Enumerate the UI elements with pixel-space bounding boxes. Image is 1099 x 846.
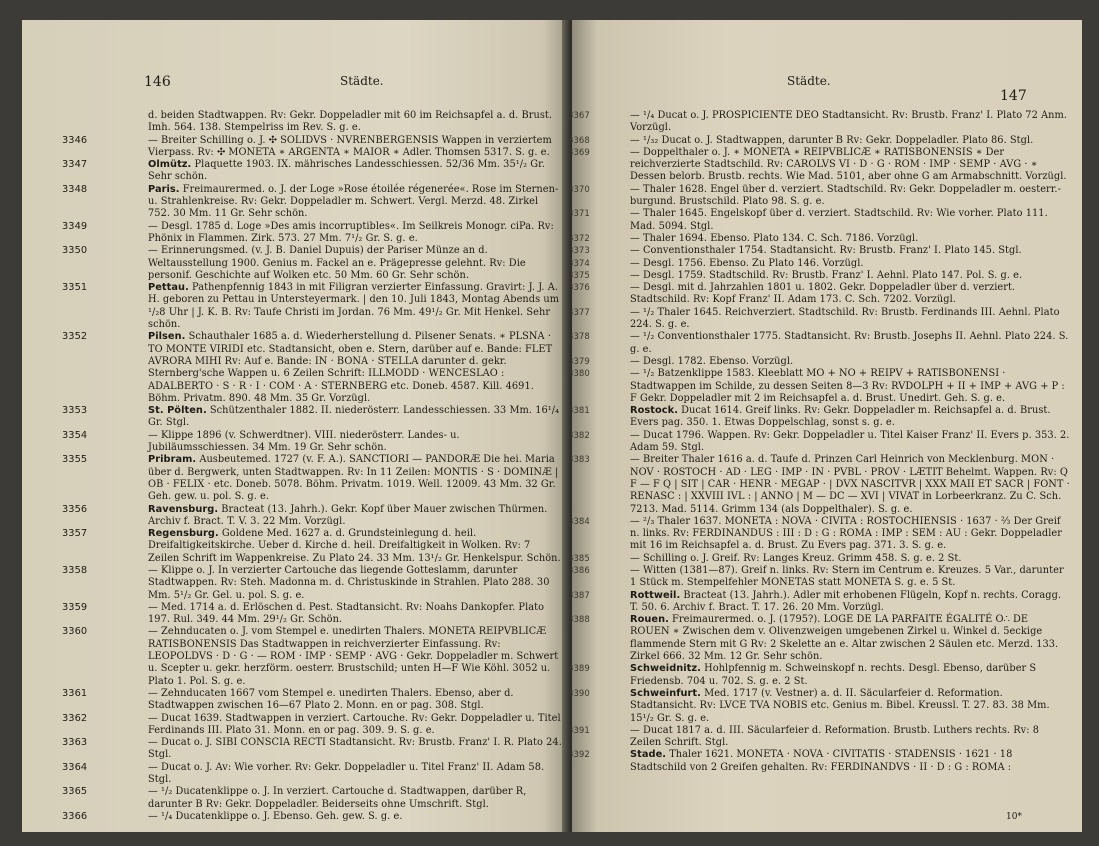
catalog-entry bbox=[568, 146, 1070, 184]
entry-place: Pilsen. bbox=[148, 331, 186, 343]
catalog-entry bbox=[568, 208, 1070, 233]
catalog-entry bbox=[568, 515, 1070, 553]
catalog-entry bbox=[62, 564, 562, 602]
entry-number: 3390 bbox=[568, 688, 590, 699]
catalog-entry bbox=[62, 601, 562, 627]
entry-place: Schweinfurt. bbox=[630, 687, 701, 699]
entry-text: — Ducat o. J. Av: Wie vorher. Rv: Gekr. Doppeladler u. Titel Franz' II. Adam 58. Stgl. bbox=[148, 761, 545, 786]
entry-place: Pettau. bbox=[148, 282, 189, 294]
entry-number: 3364 bbox=[62, 761, 88, 773]
entry-text: — ¹/₂ Thaler 1645. Reichverziert. Stadtschild. Rv: Brustb. Ferdinands III. Aehnl. Plato 224. S. g. e. bbox=[630, 306, 1060, 331]
entry-text: — Zehnducaten 1667 vom Stempel e. unedirten Thalers. Ebenso, aber d. Stadtwappen zwischen 16—67 Plato 2. Monn. en or pag. 308. Stgl. bbox=[148, 687, 514, 712]
entry-number: 3387 bbox=[568, 590, 590, 601]
entry-text: Ducat 1614. Greif links. Rv: Gekr. Doppeladler m. Reichsapfel a. d. Brust. Evers pag. 350. 1. Etwas Doppelschlag, sonst s. g. e. bbox=[630, 405, 1051, 429]
entry-text: — Zehnducaten o. J. vom Stempel e. unedirten Thalers. MONETA REIPVBLICÆ RATISBONENSIS Das Stadtwappen in reichverzierter Einfassung. Rv: LEOPOLDVS · D · G · — ROM · IMP · SEMP · AVG · Gekr. Doppeladler m. Schwert u. Scepter u. gekr. herzförm. oesterr. Brustschild; unten H—F Wie Köhl. 3052 u. Plato 1. Pol. S. g. e. bbox=[148, 626, 559, 687]
entry-place: Rouen. bbox=[630, 614, 669, 626]
entry-text: — Thaler 1628. Engel über d. verziert. Stadtschild. Rv: Gekr. Doppeladler m. oesterr.-burgund. Brustschild. Plato 98. S. g. e. bbox=[630, 183, 1061, 208]
page-number-right: 147 bbox=[1000, 88, 1027, 104]
left-page bbox=[22, 20, 570, 832]
entry-number: 3389 bbox=[568, 664, 590, 675]
catalog-entry bbox=[62, 737, 562, 762]
entry-text: — ¹/₄ Ducat o. J. PROSPICIENTE DEO Stadtansicht. Rv: Brustb. Franz' I. Plato 72 Anm. Vorzügl. bbox=[630, 110, 1068, 134]
catalog-entry bbox=[568, 282, 1070, 307]
entry-text: — Schilling o. J. Greif. Rv: Langes Kreuz. Grimm 458. S. g. e. 2 St. bbox=[630, 552, 962, 564]
right-body-text bbox=[568, 110, 1070, 774]
entry-text: — Breiter Thaler 1616 a. d. Taufe d. Prinzen Carl Heinrich von Mecklenburg. MON · NOV · ROSTOCH · AD · LEG · IMP · IN · PVBL · PROV · LÆTIT Behelmt. Wappen. Rv: Q F — F Q | SIT | CAR · HENR · MEGAP · | DVX NASCITVR | XXX MAII ET SACR | FONT · RENASC : | XXVIII IVL : | ANNO | M — DC — XVI | VIVAT in Lorbeerkranz. Zu C. Sch. 7213. Mad. 5114. Grimm 134 (als Doppelthaler). S. g. e. bbox=[630, 454, 1070, 515]
entry-text: — Desgl. 1782. Ebenso. Vorzügl. bbox=[630, 355, 794, 367]
catalog-entry bbox=[568, 687, 1070, 725]
entry-number: 3382 bbox=[568, 430, 590, 441]
entry-text: Med. 1717 (v. Vestner) a. d. II. Säcularfeier d. Reformation. Stadtansicht. Rv: LVCE TVA NOBIS etc. Genius m. Bibel. Kreussl. T. 27. 83. 38 Mm. 15¹/₂ Gr. S. g. e. bbox=[630, 687, 1050, 724]
entry-text: — Desgl. 1756. Ebenso. Zu Plato 146. Vorzügl. bbox=[630, 257, 864, 269]
entry-number: 3367 bbox=[568, 111, 590, 121]
entry-text: — Doppelthaler o. J. ∗ MONETA ∗ REIPVBLICÆ ∗ RATISBONENSIS ∗ Der reichverzierte Stadtschild. Rv: CAROLVS VI · D · G · ROM · IMP · SEMP · AVG · ∗ Dessen belorb. Brustb. rechts. Wie Mad. 5101, aber ohne G am Armabschnitt. Vorzügl. bbox=[630, 146, 1067, 183]
running-head-right: Städte. bbox=[787, 74, 831, 88]
entry-number: 3361 bbox=[62, 687, 88, 699]
entry-number: 3375 bbox=[568, 270, 590, 281]
entry-text: Pathenpfennig 1843 in mit Filigran verzierter Einfassung. Gravirt: J. J. A. H. geboren zu Pettau in Untersteyermark. | den 10. Juli 1843, Montag Abends um ¹/₂8 Uhr | J. K. B. Rv: Taufe Christi im Jordan. 76 Mm. 49¹/₂ Gr. Mit Henkel. Sehr schön. bbox=[148, 282, 560, 331]
entry-text: Freimaurermed. o. J. der Loge »Rose étoilée régenerée«. Rose im Sternen- u. Strahlenkreise. Rv: Gekr. Doppeladler m. Schwert. Vergl. Merzd. 48. Zirkel 752. 30 Mm. 11 Gr. Sehr schön. bbox=[148, 183, 559, 220]
catalog-entry bbox=[568, 429, 1070, 455]
catalog-entry bbox=[568, 663, 1070, 688]
entry-number: 3366 bbox=[62, 810, 88, 822]
entry-number: 3356 bbox=[62, 503, 88, 515]
catalog-entry bbox=[62, 134, 562, 160]
entry-place: Pribram. bbox=[148, 454, 197, 466]
entry-number: 3368 bbox=[568, 135, 590, 146]
running-head-left: Städte. bbox=[340, 74, 384, 88]
entry-place: Schweidnitz. bbox=[630, 663, 701, 675]
entry-text: — Witten (1381—87). Greif n. links. Rv: Stern im Centrum e. Kreuzes. 5 Var., darunter 1 Stück m. Stempelfehler MONETAS statt MONETA S. g. e. 5 St. bbox=[630, 564, 1064, 589]
catalog-entry bbox=[568, 110, 1070, 135]
entry-place: Regensburg. bbox=[148, 528, 219, 540]
catalog-entry bbox=[568, 454, 1070, 515]
catalog-entry bbox=[568, 589, 1070, 615]
catalog-entry bbox=[62, 183, 562, 221]
catalog-entry bbox=[62, 454, 562, 503]
entry-text: — Thaler 1694. Ebenso. Plato 134. C. Sch. 7186. Vorzügl. bbox=[630, 232, 919, 244]
right-page bbox=[568, 20, 1082, 832]
entry-number: 3348 bbox=[62, 183, 88, 195]
entry-number: 3383 bbox=[568, 455, 590, 466]
catalog-entry bbox=[62, 159, 562, 184]
entry-number: 3350 bbox=[62, 245, 88, 257]
entry-number: 3362 bbox=[62, 712, 88, 724]
entry-text: — Ducat 1817 a. d. III. Säcularfeier d. Reformation. Brustb. Luthers rechts. Rv: 8 Zeilen Schrift. Stgl. bbox=[630, 724, 1040, 749]
entry-number: 3349 bbox=[62, 220, 88, 232]
catalog-entry bbox=[62, 761, 562, 787]
entry-number: 3359 bbox=[62, 601, 88, 613]
entry-number: 3378 bbox=[568, 332, 590, 343]
entry-number: 3354 bbox=[62, 429, 88, 441]
entry-number: 3351 bbox=[62, 282, 88, 294]
catalog-entry bbox=[62, 528, 562, 565]
catalog-entry bbox=[62, 282, 562, 331]
entry-place: Rottweil. bbox=[630, 589, 681, 601]
entry-text: — Breiter Schilling o. J. ✣ SOLIDVS · NVRENBERGENSIS Wappen in verziertem Vierpass. Rv: ✣ MONETA ∗ ARGENTA ∗ MAIOR ∗ Adler. Thomsen 5317. S. g. e. bbox=[148, 134, 552, 158]
entry-text: — Klippe o. J. In verzierter Cartouche das liegende Gotteslamm, darunter Stadtwappen. Rv: Steh. Madonna m. d. Christuskinde in Strahlen. Plato 288. 30 Mm. 5¹/₂ Gr. Gel. u. pol. S. g. e. bbox=[148, 564, 550, 601]
entry-text: — Erinnerungsmed. (v. J. B. Daniel Dupuis) der Pariser Münze an d. Weltausstellung 1900. Genius m. Fackel an e. Prägepresse gelehnt. Rv: Die personif. Geschichte auf Wolken etc. 50 Mm. 60 Gr. Sehr schön. bbox=[148, 245, 526, 281]
catalog-entry bbox=[62, 786, 562, 811]
catalog-entry bbox=[568, 257, 1070, 270]
catalog-entry bbox=[62, 220, 562, 246]
entry-place: St. Pölten. bbox=[148, 405, 207, 417]
entry-text: — Ducat 1796. Wappen. Rv: Gekr. Doppeladler u. Titel Kaiser Franz' II. Evers p. 353. 2. Adam 59. Stgl. bbox=[630, 429, 1070, 454]
catalog-entry bbox=[568, 614, 1070, 663]
entry-number: 3347 bbox=[62, 159, 88, 171]
entry-place: Ravensburg. bbox=[148, 503, 219, 515]
entry-number: 3374 bbox=[568, 258, 590, 269]
catalog-entry bbox=[62, 810, 562, 823]
entry-number: 3355 bbox=[62, 454, 88, 466]
entry-text: — Conventionsthaler 1754. Stadtansicht. Rv: Brustb. Franz' I. Plato 145. Stgl. bbox=[630, 245, 1022, 257]
entry-text: Schauthaler 1685 a. d. Wiederherstellung d. Pilsener Senats. ∗ PLSNA · TO MONTE VIRIDI etc. Stadtansicht, oben e. Stern, darüber auf e. Bande: FLET AVRORA MIHI Rv: Auf e. Bande: IN · BONA · STELLA darunter d. gekr. Sternberg'sche Wappen u. 6 Zeilen Schrift: ILLMODD · WENCESLAO : ADALBERTO · S · R · I · COM · A · STERNBERG etc. Doneb. 4587. Kill. 4691. Böhm. Privatm. 890. 48 Mm. 35 Gr. Vorzügl. bbox=[148, 331, 553, 404]
entry-place: Stade. bbox=[630, 749, 667, 761]
entry-number: 3358 bbox=[62, 564, 88, 576]
entry-number: 3384 bbox=[568, 516, 590, 527]
entry-text: Bracteat (13. Jahrh.). Adler mit erhobenen Flügeln, Kopf n. rechts. Coragg. T. 50. 6. Archiv f. Bract. T. 17. 26. 20 Mm. Vorzügl. bbox=[630, 589, 1062, 613]
entry-number: 3391 bbox=[568, 725, 590, 736]
entry-number: 3353 bbox=[62, 405, 88, 417]
entry-place: Paris. bbox=[148, 183, 180, 195]
entry-number: 3385 bbox=[568, 553, 590, 564]
entry-number: 3372 bbox=[568, 233, 590, 244]
entry-number: 3392 bbox=[568, 750, 590, 761]
catalog-entry bbox=[62, 503, 562, 529]
entry-text: — Klippe 1896 (v. Schwerdtner). VIII. niederösterr. Landes- u. Jubiläumsschiessen. 34 Mm. 19 Gr. Sehr schön. bbox=[148, 429, 460, 454]
entry-text: — ¹/₂ Batzenklippe 1583. Kleeblatt MO + NO + REIPV + RATISBONENSI · Stadtwappen im Schilde, zu dessen Seiten 8—3 Rv: RVDOLPH + II + IMP + AVG + P : F Gekr. Doppeladler mit 2 im Reichsapfel a. d. Brust. Unedirt. Geh. S. g. e. bbox=[630, 368, 1065, 404]
entry-number: 3373 bbox=[568, 246, 590, 257]
entry-text: — Thaler 1645. Engelskopf über d. verziert. Stadtschild. Rv: Wie vorher. Plato 111. Mad. 5094. Stgl. bbox=[630, 208, 1048, 232]
catalog-entry bbox=[62, 405, 562, 430]
catalog-entry bbox=[568, 331, 1070, 356]
entry-number: 3363 bbox=[62, 737, 88, 749]
catalog-entry bbox=[568, 134, 1070, 147]
entry-number: 3388 bbox=[568, 615, 590, 626]
entry-place: Olmütz. bbox=[148, 159, 192, 171]
catalog-entry bbox=[568, 306, 1070, 332]
catalog-entry bbox=[568, 749, 1070, 774]
entry-text: Bracteat (13. Jahrh.). Gekr. Kopf über Mauer zwischen Thürmen. Archiv f. Bract. T. V. 3. 22 Mm. Vorzügl. bbox=[148, 503, 548, 527]
catalog-entry bbox=[62, 331, 562, 405]
entry-number: 3370 bbox=[568, 184, 590, 195]
entry-number: 3346 bbox=[62, 134, 88, 146]
entry-number: 3369 bbox=[568, 147, 590, 158]
continued-entry: d. beiden Stadtwappen. Rv: Gekr. Doppeladler mit 60 im Reichsapfel a. d. Brust. Imh. 564. 138. Stempelriss im Rev. S. g. e. bbox=[148, 110, 553, 134]
entry-text: Freimaurermed. o. J. (1795?). LOGE DE LA PARFAITE ÉGALITÉ O∴ DE ROUEN ∗ Zwischen dem v. Olivenzweigen umgebenen Zirkel u. Winkel d. 5eckige flammende Stern mit G Rv: 2 Skelette an e. Altar zwischen 2 Säulen etc. Merzd. 133. Zirkel 666. 32 Mm. 12 Gr. Sehr schön. bbox=[630, 614, 1059, 663]
catalog-entry bbox=[568, 552, 1070, 565]
entry-number: 3365 bbox=[62, 786, 88, 798]
catalog-entry bbox=[568, 183, 1070, 209]
catalog-entry bbox=[568, 368, 1070, 405]
catalog-entry bbox=[62, 245, 562, 282]
entry-text: — ¹/₃₂ Ducat o. J. Stadtwappen, darunter B Rv: Gekr. Doppeladler. Plato 86. Stgl. bbox=[630, 134, 1034, 146]
page-number-left: 146 bbox=[144, 74, 171, 90]
entry-text: Hohlpfennig m. Schweinskopf n. rechts. Desgl. Ebenso, darüber S Friedensb. 704 u. 702. S. g. e. 2 St. bbox=[630, 663, 1037, 687]
entry-text: — Desgl. 1785 d. Loge »Des amis incorruptibles«. Im Seilkreis Monogr. ciPa. Rv: Phönix in Flammen. Zirk. 573. 27 Mm. 7¹/₂ Gr. S. g. e. bbox=[148, 220, 554, 244]
entry-number: 3352 bbox=[62, 331, 88, 343]
entry-text: — Desgl. 1759. Stadtschild. Rv: Brustb. Franz' I. Aehnl. Plato 147. Pol. S. g. e. bbox=[630, 269, 1023, 281]
catalog-entry bbox=[568, 564, 1070, 590]
entry-text: Thaler 1621. MONETA · NOVA · CIVITATIS · STADENSIS · 1621 · 18 Stadtschild von 2 Greifen gehalten. Rv: FERDINANDVS · II · D : G : ROMA : bbox=[630, 749, 1013, 773]
entry-text: Goldene Med. 1627 a. d. Grundsteinlegung d. heil. Dreifaltigkeitskirche. Ueber d. Kirche d. heil. Dreifaltigkeit in Wolken. Rv: 7 Zeilen Schrift im Wappenkreise. Zu Plato 24. 33 Mm. 13¹/₂ Gr. Henkelspur. Schön. bbox=[148, 528, 561, 564]
catalog-entry bbox=[62, 712, 562, 738]
entry-number: 3357 bbox=[62, 528, 88, 540]
catalog-entry bbox=[568, 355, 1070, 368]
entry-text: — Desgl. mit d. Jahrzahlen 1801 u. 1802. Gekr. Doppeladler über d. verziert. Stadtschild. Rv: Kopf Franz' II. Adam 173. C. Sch. 7202. Vorzügl. bbox=[630, 282, 1016, 306]
entry-text: Schützenthaler 1882. II. niederösterr. Landesschiessen. 33 Mm. 16¹/₄ Gr. Stgl. bbox=[148, 405, 560, 429]
catalog-entry bbox=[62, 626, 562, 687]
catalog-entry bbox=[568, 405, 1070, 430]
entry-text: — ¹/₂ Ducatenklippe o. J. In verziert. Cartouche d. Stadtwappen, darüber R, darunter B Rv: Gekr. Doppeladler. Beiderseits ohne Umschrift. Stgl. bbox=[148, 786, 527, 810]
catalog-entry bbox=[62, 429, 562, 455]
catalog-entry bbox=[568, 724, 1070, 750]
catalog-entry bbox=[568, 269, 1070, 282]
entry-text: — Ducat 1639. Stadtwappen in verziert. Cartouche. Rv: Gekr. Doppeladler u. Titel Ferdinands III. Plato 31. Monn. en or pag. 309. 9. S. g. e. bbox=[148, 712, 561, 736]
catalog-entry bbox=[62, 687, 562, 713]
entry-text: Ausbeutemed. 1727 (v. F. A.). SANCTIORI — PANDORÆ Die hei. Maria über d. Bergwerk, unten Stadtwappen. Rv: In 11 Zeilen: MONTIS · S · DOMINÆ | OB · FELIX · etc. Doneb. 5078. Böhm. Privatm. 1019. Well. 12009. 43 Mm. 32 Gr. Geh. gew. u. pol. S. g. e. bbox=[148, 454, 559, 503]
catalog-entry bbox=[568, 232, 1070, 245]
entry-number: 3376 bbox=[568, 283, 590, 294]
catalog-entry bbox=[568, 245, 1070, 257]
entry-number: 3386 bbox=[568, 565, 590, 576]
entry-number: 3379 bbox=[568, 356, 590, 367]
left-body-text bbox=[62, 110, 562, 823]
entry-number: 3371 bbox=[568, 209, 590, 220]
entry-number: 3380 bbox=[568, 369, 590, 380]
entry-number: 3381 bbox=[568, 406, 590, 417]
entry-number: 3360 bbox=[62, 626, 88, 638]
entry-text: — Ducat o. J. SIBI CONSCIA RECTI Stadtansicht. Rv: Brustb. Franz' I. R. Plato 24. Stgl. bbox=[148, 737, 562, 761]
entry-text: — Med. 1714 a. d. Erlöschen d. Pest. Stadtansicht. Rv: Noahs Dankopfer. Plato 197. Rul. 349. 44 Mm. 29¹/₂ Gr. Schön. bbox=[148, 601, 545, 626]
entry-number: 3377 bbox=[568, 307, 590, 318]
entry-place: Rostock. bbox=[630, 405, 678, 417]
entry-text: — ¹/₂ Conventionsthaler 1775. Stadtansicht. Rv: Brustb. Josephs II. Aehnl. Plato 224. S. g. e. bbox=[630, 331, 1069, 355]
entry-text: — ¹/₄ Ducatenklippe o. J. Ebenso. Geh. gew. S. g. e. bbox=[148, 810, 403, 822]
entry-text: Plaquette 1903. IX. mährisches Landesschiessen. 52/36 Mm. 35¹/₂ Gr. Sehr schön. bbox=[148, 159, 545, 183]
signature-mark: 10* bbox=[1006, 812, 1022, 822]
entry-text: — ²/₃ Thaler 1637. MONETA : NOVA · CIVITA : ROSTOCHIENSIS · 1637 · ⅔ Der Greif n. links. Rv: FERDINANDUS : III : D : G : ROMA : IMP : SEM : AU : Gekr. Doppeladler mit 16 im Reichsapfel a. d. Brust. Zu Evers pag. 371. 3. S. g. e. bbox=[630, 515, 1062, 552]
